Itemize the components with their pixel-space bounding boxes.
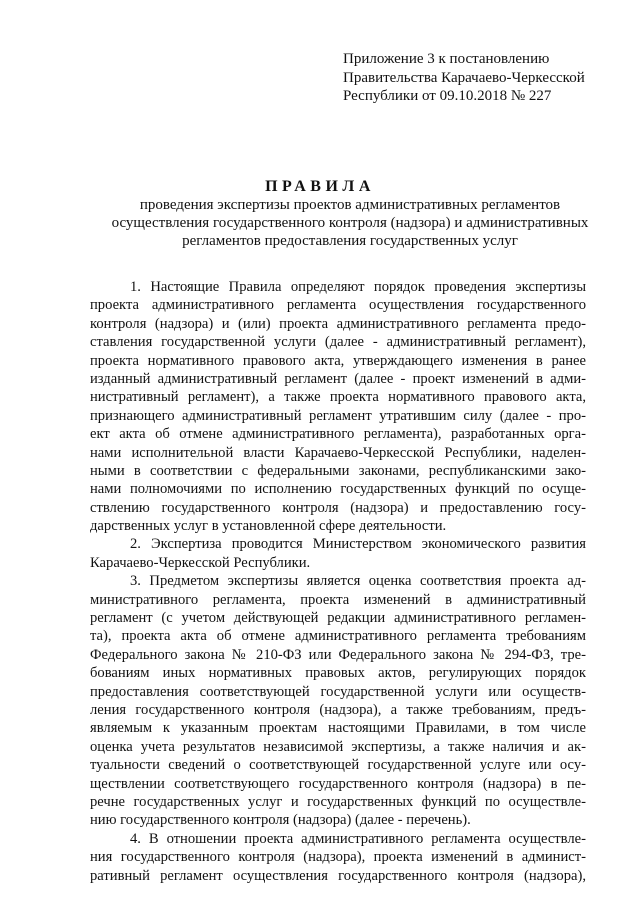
paragraph-line: ществлении соответствующего государственного контроля (надзора) в пе- <box>90 775 586 792</box>
paragraph-line: признающего административный регламент утратившим силу (далее - про- <box>90 407 586 424</box>
paragraph-3 <box>90 572 586 829</box>
paragraph-line: проекта нормативного правового акта, утверждающего изменения в ранее <box>90 352 586 369</box>
subtitle-line: проведения экспертизы проектов административных регламентов <box>139 197 561 213</box>
document-subtitle <box>60 196 640 250</box>
paragraph-line: нами исполнительной власти Карачаево-Черкесской Республики, наделен- <box>90 444 586 461</box>
paragraph-line: речне государственных услуг и государственных функций по осуществле- <box>90 793 586 810</box>
paragraph-line: ект акта об отмене административного регламента), разработанных орга- <box>90 426 586 443</box>
paragraph-line: Федерального закона № 210-ФЗ или Федерального закона № 294-ФЗ, тре- <box>90 646 586 663</box>
paragraph-line: ления государственного контроля (надзора), а также требованиям, предъ- <box>90 701 586 718</box>
appendix-note <box>343 50 633 106</box>
paragraph-line: оценка учета результатов независимой экспертизы, а также наличия и ак- <box>90 738 586 755</box>
paragraph-2 <box>90 535 586 572</box>
paragraph-line: ставления государственной услуги (далее - административный регламент), <box>90 334 586 351</box>
paragraph-line: та), проекта акта об отмене административного регламента требованиям <box>90 628 586 645</box>
paragraph-line: 3. Предметом экспертизы является оценка соответствия проекта ад- <box>130 573 586 590</box>
appendix-line: Приложение 3 к постановлению <box>343 51 550 67</box>
paragraph-line: ния государственного контроля (надзора), проекта изменений в админист- <box>90 849 586 866</box>
paragraph-line: ствлению государственного контроля (надзора) и предоставлению госу- <box>90 499 586 516</box>
paragraph-line: нами полномочиями по исполнению государственных функций по осуще- <box>90 481 586 498</box>
subtitle-line: регламентов предоставления государственных услуг <box>182 233 518 249</box>
subtitle-line: осуществления государственного контроля (надзора) и административных <box>111 215 589 231</box>
paragraph-line: министративного регламента, проекта изменений в административный <box>90 591 586 608</box>
paragraph-line: туальности сведений о соответствующей государственной услуге или осу- <box>90 757 586 774</box>
document-body <box>90 278 586 885</box>
document-title: ПРАВИЛА <box>265 178 375 195</box>
paragraph-line: Карачаево-Черкесской Республики. <box>90 554 311 571</box>
paragraph-line: проекта административного регламента осуществления государственного <box>90 297 586 314</box>
paragraph-line: 2. Экспертиза проводится Министерством экономического развития <box>130 536 586 553</box>
appendix-line: Правительства Карачаево-Черкесской <box>343 69 585 86</box>
paragraph-line: регламент (с учетом действующей редакции административного регламен- <box>90 610 586 627</box>
paragraph-line: изданный административный регламент (далее - проект изменений в адми- <box>90 370 586 387</box>
paragraph-line: нистративный регламент), а также проекта нормативного правового акта, <box>90 389 586 406</box>
paragraph-line: нию государственного контроля (надзора) (далее - перечень). <box>90 812 471 829</box>
paragraph-line: 1. Настоящие Правила определяют порядок проведения экспертизы <box>130 279 586 295</box>
paragraph-line: предоставления соответствующей государственной услуги или осуществ- <box>90 683 586 700</box>
paragraph-4 <box>90 830 586 885</box>
appendix-line: Республики от 09.10.2018 № 227 <box>343 88 552 104</box>
paragraph-line: контроля (надзора) и (или) проекта административного регламента предо- <box>90 315 586 332</box>
paragraph-line: ными в соответствии с федеральными законами, республиканскими зако- <box>90 462 586 479</box>
paragraph-1 <box>90 278 586 535</box>
paragraph-line: 4. В отношении проекта административного регламента осуществле- <box>130 830 586 847</box>
paragraph-line: дарственных услуг в установленной сфере деятельности. <box>90 518 447 535</box>
paragraph-line: являемым к указанным проектам настоящими Правилами, в том числе <box>90 720 586 737</box>
paragraph-line: бованиям иных нормативных правовых актов, регулирующих порядок <box>90 665 586 682</box>
paragraph-line: ративный регламент осуществления государственного контроля (надзора), <box>90 867 586 884</box>
